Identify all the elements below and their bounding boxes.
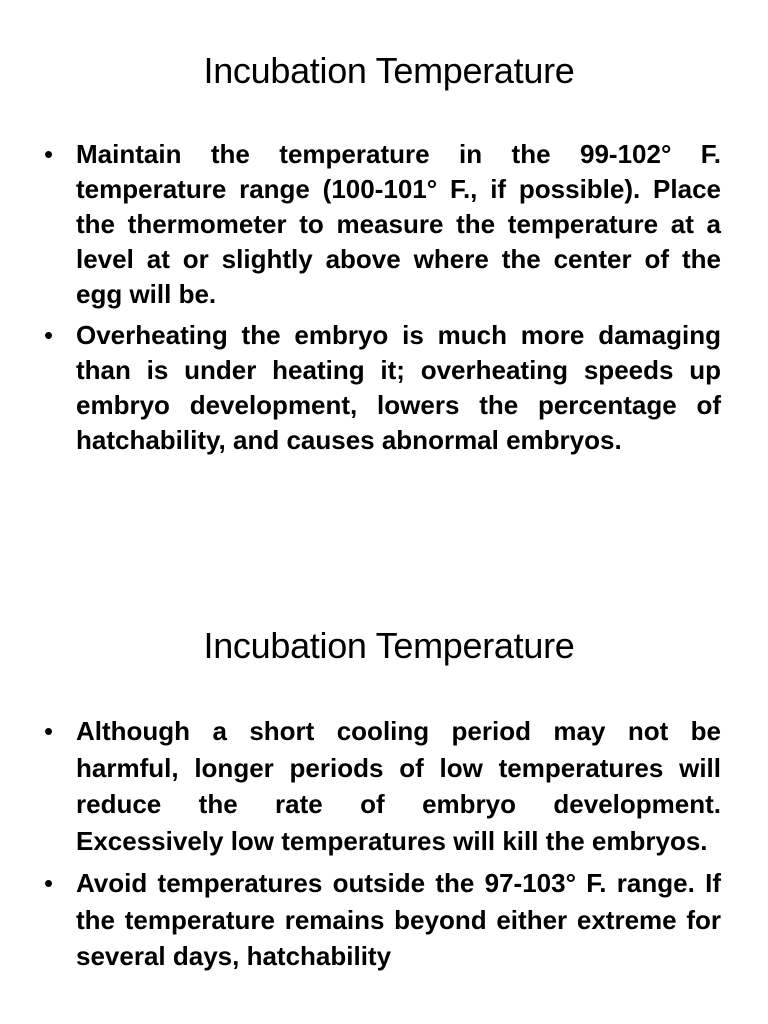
bullet-item: [40, 713, 721, 859]
bullet-text: Maintain the temperature in the 99-102° F. temperature range (100-101° F., if possible). Place the thermometer to measure the temperature at a level at or slightly above where the center of the egg will be.: [76, 139, 721, 309]
bullet-icon: •: [44, 716, 54, 746]
bullet-list: [40, 713, 721, 981]
slide-title: Incubation Temperature: [203, 50, 575, 91]
bullet-icon: •: [44, 139, 54, 169]
bullet-text: Overheating the embryo is much more damaging than is under heating it; overheating speeds up embryo development, lowers the percentage of hatchability, and causes abnormal embryos.: [76, 320, 721, 455]
bullet-item: [40, 865, 721, 975]
bullet-list: [40, 137, 721, 464]
bullet-icon: •: [44, 320, 54, 350]
bullet-icon: •: [44, 868, 54, 898]
bullet-item: [40, 137, 721, 312]
bullet-text: Avoid temperatures outside the 97-103° F. range. If the temperature remains beyond either extreme for several days, hatchability: [76, 868, 721, 971]
bullet-text: Although a short cooling period may not be harmful, longer periods of low temperatures will reduce the rate of embryo development. Excessively low temperatures will kill the embryos.: [76, 716, 721, 856]
slide-title: Incubation Temperature: [203, 625, 575, 666]
slide-2: [0, 600, 768, 1024]
bullet-item: [40, 318, 721, 458]
